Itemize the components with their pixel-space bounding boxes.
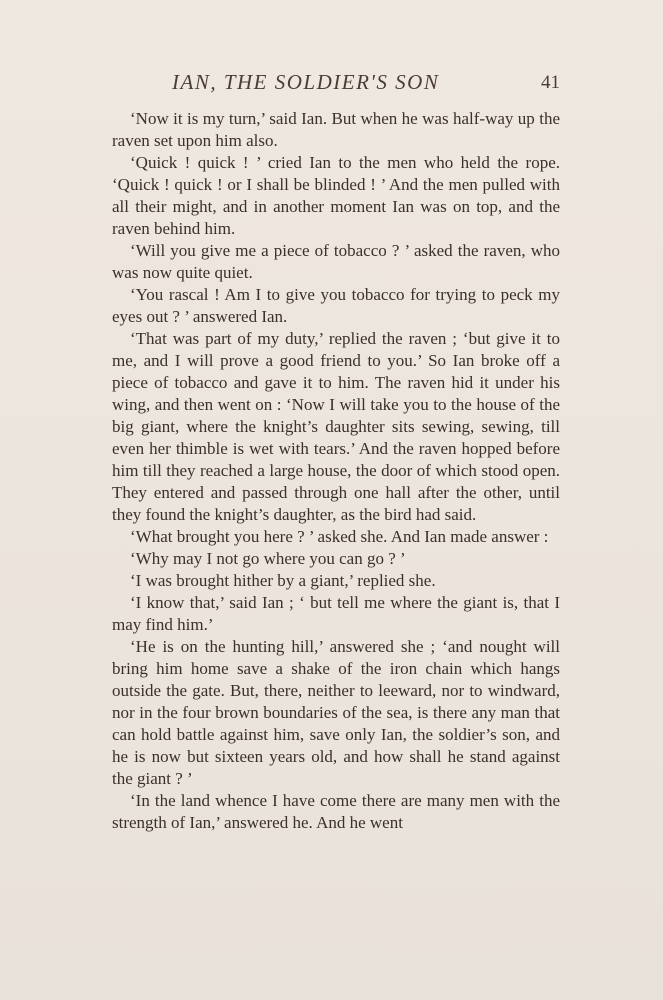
page-header	[112, 70, 560, 98]
paragraph: ‘I was brought hither by a giant,’ replied she.	[130, 571, 436, 590]
paragraph: ‘Will you give me a piece of tobacco ? ’ asked the raven, who was now quite quiet.	[112, 241, 560, 282]
paragraph: ‘What brought you here ? ’ asked she. And Ian made answer :	[130, 527, 549, 546]
paragraph: ‘In the land whence I have come there are many men with the strength of Ian,’ answered he. And he went	[112, 791, 560, 832]
body-text	[112, 108, 560, 834]
paragraph: ‘That was part of my duty,’ replied the raven ; ‘but give it to me, and I will prove a good friend to you.’ So Ian broke off a piece of tobacco and gave it to him. The raven hid it under his wing, and then went on : ‘Now I will take you to the house of the big giant, where the knight’s daughter sits sewing, sewing, till even her thimble is wet with tears.’ And the raven hopped before him till they reached a large house, the door of which stood open. They entered and passed through one hall after the other, until they found the knight’s daughter, as the bird had said.	[112, 329, 560, 524]
paragraph: ‘Quick ! quick ! ’ cried Ian to the men who held the rope. ‘Quick ! quick ! or I shall be blinded ! ’ And the men pulled with all their might, and in another moment Ian was on top, and the raven behind him.	[112, 153, 560, 238]
paragraph: ‘Why may I not go where you can go ? ’	[130, 549, 406, 568]
paragraph: ‘You rascal ! Am I to give you tobacco for trying to peck my eyes out ? ’ answered Ian.	[112, 285, 560, 326]
paragraph: ‘He is on the hunting hill,’ answered she ; ‘and nought will bring him home save a shake of the iron chain which hangs outside the gate. But, there, neither to leeward, nor to windward, nor in the four brown boundaries of the sea, is there any man that can hold battle against him, save only Ian, the soldier’s son, and he is now but sixteen years old, and how shall he stand against the giant ? ’	[112, 637, 560, 788]
paragraph: ‘Now it is my turn,’ said Ian. But when he was half-way up the raven set upon him also.	[112, 109, 560, 150]
running-head: IAN, THE SOLDIER'S SON	[172, 70, 440, 94]
page-number: 41	[541, 72, 560, 93]
paragraph: ‘I know that,’ said Ian ; ‘ but tell me where the giant is, that I may find him.’	[112, 593, 560, 634]
